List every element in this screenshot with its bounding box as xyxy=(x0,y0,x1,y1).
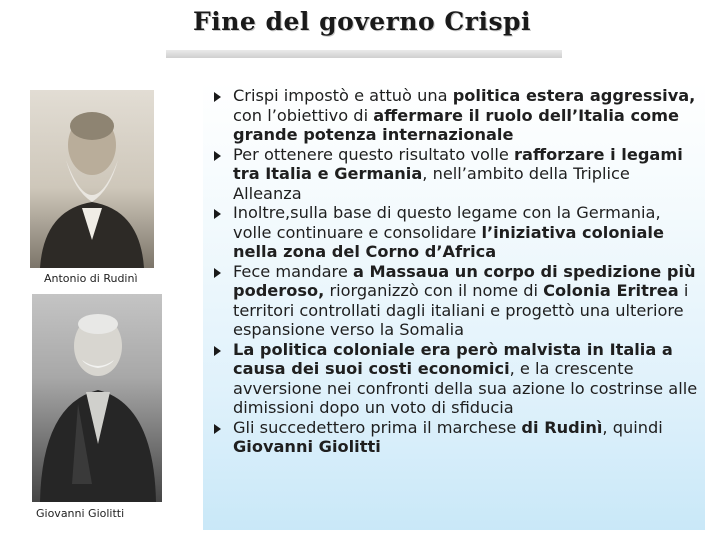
bullet-item xyxy=(211,262,701,340)
slide-title: Fine del governo Crispi xyxy=(192,7,532,36)
bullet-text: con l’obiettivo di xyxy=(233,105,374,125)
bullet-bold-text: Giovanni Giolitti xyxy=(233,437,381,456)
bullet-bold-text: l’iniziativa coloniale nella zona del Corno d’Africa xyxy=(233,222,664,261)
bullet-bold-text: politica estera aggressiva, xyxy=(452,86,696,105)
bullet-bold-text: rafforzare i legami tra Italia e Germania xyxy=(233,144,683,183)
bullet-item xyxy=(211,86,701,145)
bullet-text: Gli succedettero prima il marchese xyxy=(233,417,522,437)
bullet-text: riorganizzò con il nome di xyxy=(324,281,544,300)
bullet-bold-text: Colonia Eritrea xyxy=(543,281,679,300)
bullet-text: i territori controllati dagli italiani e progettò una ulteriore espansione verso la Somalia xyxy=(233,281,689,339)
title-underline xyxy=(166,50,562,58)
bullet-bold-text: di Rudinì xyxy=(521,417,603,437)
caption-rudini: Antonio di Rudinì xyxy=(44,272,138,285)
bullet-text: Per ottenere questo risultato volle xyxy=(233,144,515,164)
bullet-text: Inoltre,sulla base di questo legame con la Germania, volle continuare e consolidare xyxy=(233,203,661,242)
bullet-bold-text: a Massaua un corpo di spedizione più poderoso, xyxy=(233,261,696,300)
bullet-item xyxy=(211,418,701,457)
bullet-arrow-icon xyxy=(214,151,221,161)
bullet-arrow-icon xyxy=(214,92,221,102)
bullet-text: , e la crescente avversione nei confronti della sua azione lo costrinse alle dimissioni dopo un voto di sfiducia xyxy=(233,359,698,417)
bullet-item xyxy=(211,203,701,262)
bullet-arrow-icon xyxy=(214,209,221,219)
bullet-item xyxy=(211,340,701,418)
portrait-rudini-photo xyxy=(30,90,154,268)
bullet-arrow-icon xyxy=(214,424,221,434)
portrait-giolitti-drawing xyxy=(32,294,162,502)
bullet-text: Crispi impostò e attuò una xyxy=(233,86,453,105)
portrait-giolitti-photo xyxy=(32,294,162,502)
bullet-arrow-icon xyxy=(214,346,221,356)
bullet-list xyxy=(211,86,701,457)
bullet-bold-text: La politica coloniale era però malvista in Italia a causa dei suoi costi economici xyxy=(233,339,673,378)
bullet-bold-text: affermare il ruolo dell’Italia come grande potenza internazionale xyxy=(233,105,680,144)
bullet-item xyxy=(211,145,701,204)
caption-giolitti: Giovanni Giolitti xyxy=(36,507,125,520)
bullet-text: , quindi xyxy=(602,417,663,437)
bullet-text: , nell’ambito della Triplice Alleanza xyxy=(233,164,630,203)
bullet-arrow-icon xyxy=(214,268,221,278)
bullet-text: Fece mandare xyxy=(233,261,353,281)
portrait-rudini-drawing xyxy=(30,90,154,268)
